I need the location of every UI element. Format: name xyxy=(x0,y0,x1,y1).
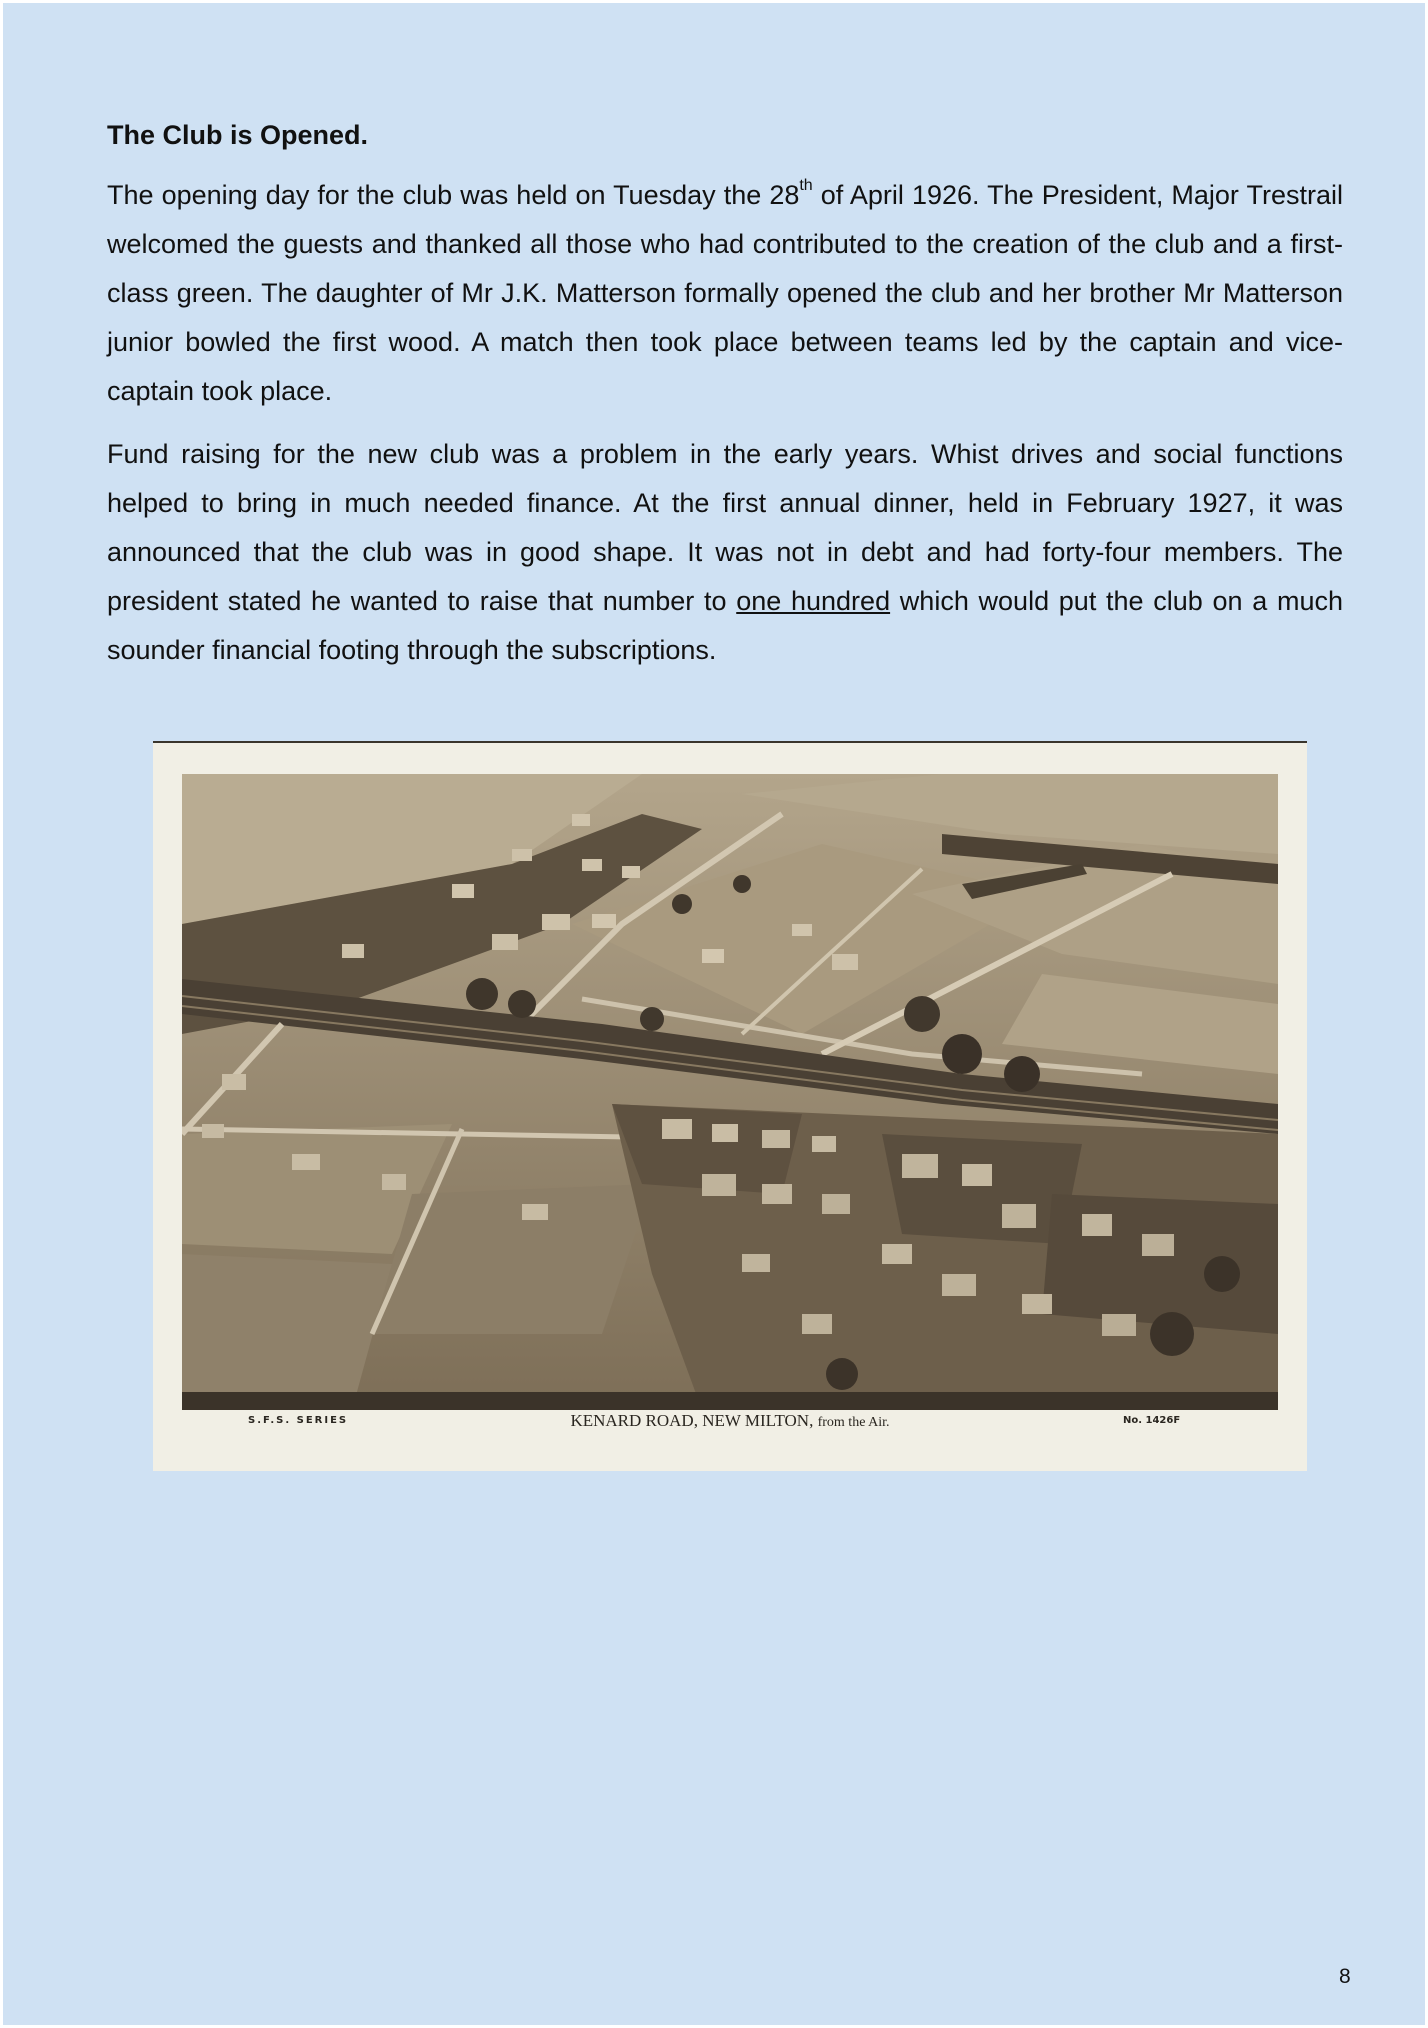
aerial-photograph xyxy=(182,774,1278,1410)
aerial-photo-postcard xyxy=(153,741,1307,1471)
paragraph-fund-raising xyxy=(107,430,1343,675)
paragraph-opening-day xyxy=(107,171,1343,416)
paragraph-text: which would put the club on a much sounder financial footing through the subscriptions. xyxy=(107,586,1344,665)
underlined-text: one hundred xyxy=(736,586,891,616)
caption-place: KENARD ROAD, NEW MILTON, xyxy=(570,1411,818,1430)
caption-suffix: from the Air. xyxy=(817,1415,890,1430)
paragraph-text: The opening day for the club was held on Tuesday the 28 xyxy=(107,180,800,210)
page xyxy=(3,3,1425,2025)
document-body xyxy=(107,113,1343,689)
postcard-number: No. 1426F xyxy=(1123,1415,1181,1426)
aerial-photo-illustration xyxy=(182,774,1278,1410)
page-number: 8 xyxy=(1339,1965,1351,1988)
section-heading: The Club is Opened. xyxy=(107,120,369,150)
postcard-series-label: S.F.S. SERIES xyxy=(248,1415,349,1426)
paragraph-text: of April 1926. The President, Major Trestrail welcomed the guests and thanked all those who had contributed to the creation of the club and a first-class green. The daughter of Mr J.K. Matterson formally opened the club and her brother Mr Matterson junior bowled the first wood. A match then took place between teams led by the captain and vice-captain took place. xyxy=(107,180,1344,406)
paragraph-text: Fund raising for the new club was a problem in the early years. Whist drives and social functions helped to bring in much needed finance. At the first annual dinner, held in February 1927, it was announced that the club was in good shape. It was not in debt and had forty-four members. The president stated he wanted to raise that number to xyxy=(107,439,1343,616)
superscript-ordinal: th xyxy=(799,177,813,194)
postcard-edge xyxy=(153,741,1307,743)
